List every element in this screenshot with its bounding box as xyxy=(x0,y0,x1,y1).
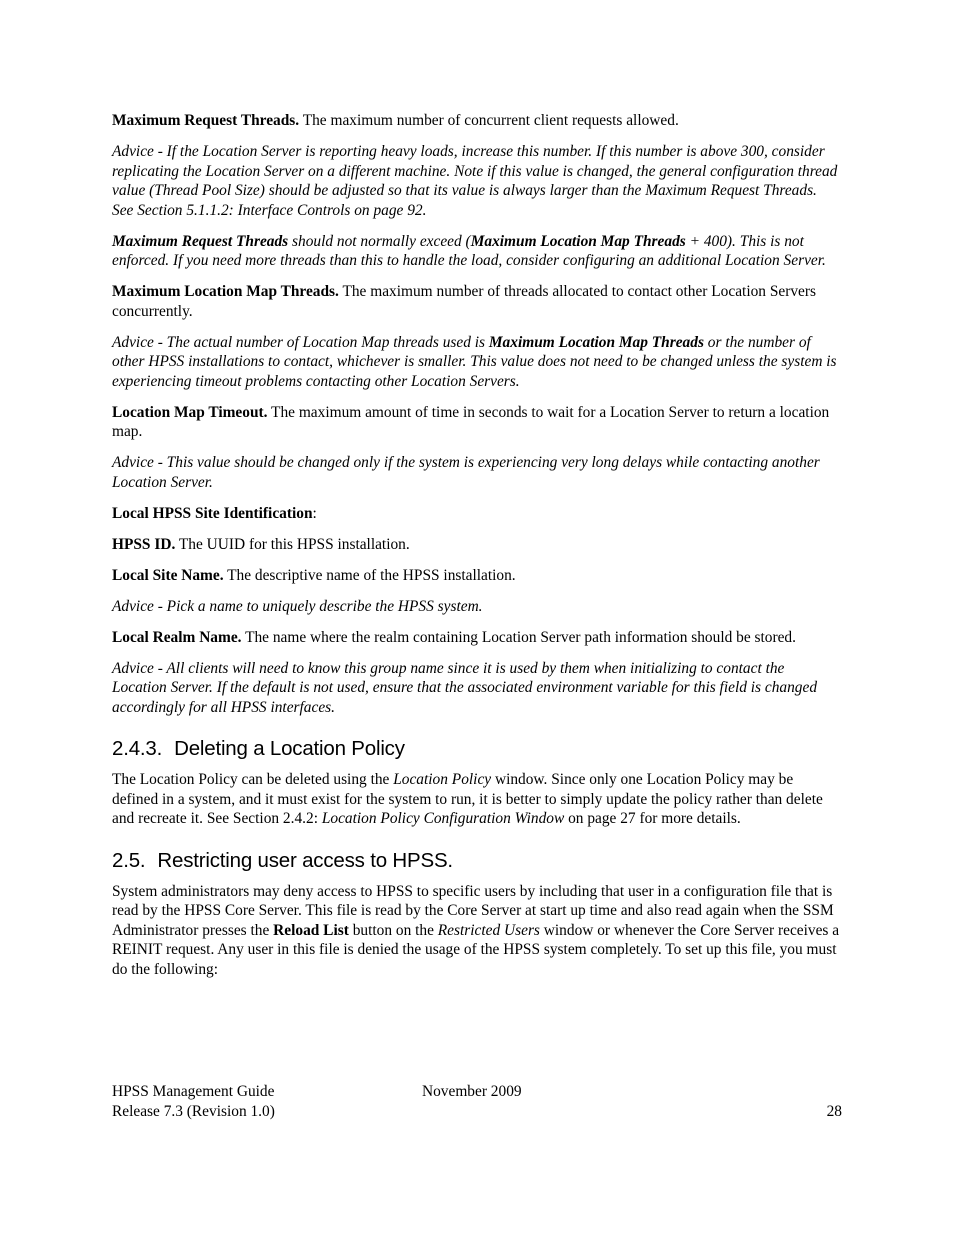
local-site-name-para: Local Site Name. The descriptive name of the HPSS installation. xyxy=(112,566,516,584)
footer-date: November 2009 xyxy=(422,1083,522,1100)
advice-para: Advice - If the Location Server is reporting heavy loads, increase this number. If this number is above 300, consider replicating the Location Server on a different machine. Note if this value is changed, the general configuration thread value (Thread Pool Size) should be adjusted so that its value is always larger than the Maximum Request Threads. See Section 5.1.1.2: Interface Controls on page 92. xyxy=(112,143,838,219)
section-2-5-body: System administrators may deny access to HPSS to specific users by including that user in a configuration file that is read by the HPSS Core Server. This file is read by the Core Server at start up time and also read again when the SSM Administrator presses the Reload List button on the Restricted Users window or whenever the Core Server receives a REINIT request. Any user in this file is denied the usage of the HPSS system completely. To set up this file, you must do the following: xyxy=(112,882,840,978)
term-label: Maximum Request Threads xyxy=(112,232,289,250)
max-location-map-threads-para: Maximum Location Map Threads. The maximum number of threads allocated to contact other Location Servers concurrently. xyxy=(112,283,816,320)
advice-para: Advice - Pick a name to uniquely describe the HPSS system. xyxy=(112,597,483,615)
term-label: Maximum Location Map Threads. xyxy=(112,283,339,300)
window-name: Restricted Users xyxy=(437,921,540,939)
section-title: Deleting a Location Policy xyxy=(174,737,405,760)
window-name: Location Policy xyxy=(393,771,492,788)
location-map-timeout-para: Location Map Timeout. The maximum amount of time in seconds to wait for a Location Server to return a location map. xyxy=(112,403,830,440)
term-label: Maximum Location Map Threads xyxy=(470,232,686,250)
advice-para: Advice - The actual number of Location Map threads used is Maximum Location Map Threads or the number of other HPSS installations to contact, whichever is smaller. This value does not need to be changed unless the system is experiencing timeout problems contacting other Location Servers. xyxy=(112,333,837,390)
section-heading-2-4-3 xyxy=(112,737,842,761)
cross-reference: Location Policy Configuration Window xyxy=(321,810,565,827)
advice-para: Advice - All clients will need to know this group name since it is used by them when initializing to contact the Location Server. If the default is not used, ensure that the associated environment variable for this field is changed accordingly for all HPSS interfaces. xyxy=(112,659,818,716)
hpss-id-para: HPSS ID. The UUID for this HPSS installation. xyxy=(112,535,410,553)
section-2-4-3-body: The Location Policy can be deleted using the Location Policy window. Since only one Location Policy may be defined in a system, and it must exist for the system to run, it is better to simply update the policy rather than delete and recreate it. See Section 2.4.2: Location Policy Configuration Window on page 27 for more details. xyxy=(112,771,823,827)
term-label: Maximum Request Threads. xyxy=(112,112,300,129)
button-name: Reload List xyxy=(273,921,349,939)
max-request-threads-para: Maximum Request Threads. The maximum number of concurrent client requests allowed. xyxy=(112,112,679,129)
advice-para: Advice - This value should be changed only if the system is experiencing very long delays while contacting another Location Server. xyxy=(112,454,820,491)
local-realm-name-para: Local Realm Name. The name where the realm containing Location Server path information should be stored. xyxy=(112,628,796,646)
term-label: Local Site Name. xyxy=(112,566,224,584)
footer-release: Release 7.3 (Revision 1.0) xyxy=(112,1103,275,1120)
section-number: 2.5. xyxy=(112,848,146,872)
section-title: Restricting user access to HPSS. xyxy=(157,848,453,872)
document-body xyxy=(112,111,842,991)
term-label: Maximum Location Map Threads xyxy=(488,333,704,351)
section-heading-2-5 xyxy=(112,849,842,873)
term-label: HPSS ID. xyxy=(112,535,176,553)
footer-guide-title: HPSS Management Guide xyxy=(112,1083,275,1100)
page-number: 28 xyxy=(826,1103,842,1120)
local-site-identification-para: Local HPSS Site Identification: xyxy=(112,504,317,522)
term-label: Location Map Timeout. xyxy=(112,403,268,421)
term-label: Local HPSS Site Identification xyxy=(112,504,313,522)
advice-para: Maximum Request Threads should not normally exceed (Maximum Location Map Threads + 400). This is not enforced. If you need more threads than this to handle the load, consider configuring an additional Location Server. xyxy=(112,232,826,269)
page-footer xyxy=(112,1082,842,1122)
term-label: Local Realm Name. xyxy=(112,628,242,646)
section-number: 2.4.3. xyxy=(112,737,163,760)
